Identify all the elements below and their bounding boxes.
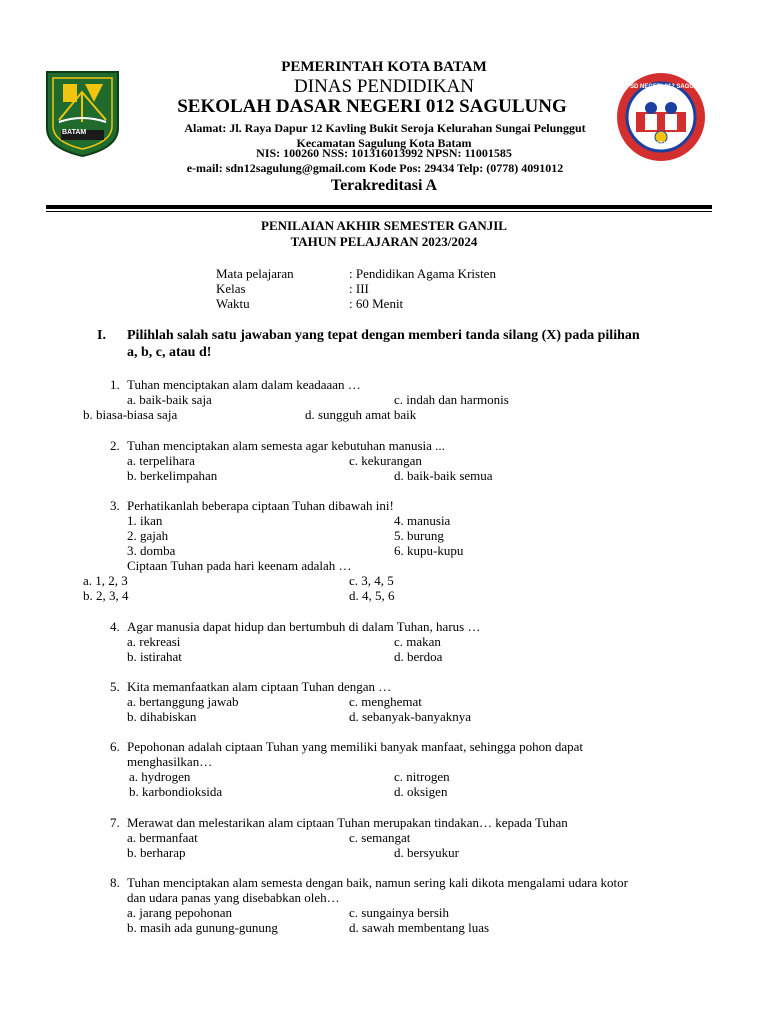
school-contact: e-mail: sdn12sagulung@gmail.com Kode Pos: 29434 Telp: (0778) 4091012 <box>186 161 564 175</box>
option-c: c. indah dan harmonis <box>394 392 509 407</box>
question-number: 3. <box>110 498 120 513</box>
question-text: Tuhan menciptakan alam dalam keadaaan … <box>127 377 361 392</box>
accreditation: Terakreditasi A <box>330 177 438 194</box>
option-b: b. masih ada gunung-gunung <box>127 920 278 935</box>
option-a: a. 1, 2, 3 <box>83 573 128 588</box>
school-name: SEKOLAH DASAR NEGERI 012 SAGULUNG <box>177 96 567 117</box>
emblem-bottom-text: BATAM <box>651 142 672 148</box>
option-c: c. semangat <box>349 830 411 845</box>
option-c: c. menghemat <box>349 694 422 709</box>
question-number: 5. <box>110 679 120 694</box>
option-a: a. rekreasi <box>127 634 181 649</box>
option-a: a. jarang pepohonan <box>127 905 233 920</box>
question-number: 1. <box>110 377 120 392</box>
question-number: 2. <box>110 438 120 453</box>
emblem-top-text: SD NEGERI 012 SAGULUNG <box>630 84 711 90</box>
info-value-time: : 60 Menit <box>349 296 404 311</box>
option-d: d. sawah membentang luas <box>349 920 490 935</box>
info-value-class: : III <box>349 281 369 296</box>
list-item: 1. ikan <box>127 513 163 528</box>
question-number: 8. <box>110 875 120 890</box>
option-a: a. baik-baik saja <box>127 392 212 407</box>
school-ids: NIS: 100260 NSS: 101316013992 NPSN: 11001585 <box>256 146 512 160</box>
option-c: c. makan <box>394 634 441 649</box>
question-text: Agar manusia dapat hidup dan bertumbuh di dalam Tuhan, harus … <box>127 619 481 634</box>
option-a: a. bertanggung jawab <box>127 694 239 709</box>
option-c: c. sungainya bersih <box>349 905 450 920</box>
list-item: 6. kupu-kupu <box>394 543 464 558</box>
section-number: I. <box>97 328 106 343</box>
question-number: 6. <box>110 739 120 754</box>
question-text: Merawat dan melestarikan alam ciptaan Tuhan merupakan tindakan… kepada Tuhan <box>127 815 568 830</box>
list-item: 3. domba <box>127 543 176 558</box>
question-number: 7. <box>110 815 120 830</box>
list-item: 4. manusia <box>394 513 451 528</box>
option-b: b. berkelimpahan <box>127 468 218 483</box>
question-text: Tuhan menciptakan alam semesta agar kebutuhan manusia ... <box>127 438 445 453</box>
section-instruction: Pilihlah salah satu jawaban yang tepat dengan memberi tanda silang (X) pada pilihan <box>127 328 640 343</box>
question-text: Kita memanfaatkan alam ciptaan Tuhan dengan … <box>127 679 392 694</box>
option-d: d. oksigen <box>394 784 448 799</box>
option-b: b. karbondioksida <box>129 784 223 799</box>
option-d: d. sungguh amat baik <box>305 407 417 422</box>
option-d: d. berdoa <box>394 649 443 664</box>
question-text-cont: menghasilkan… <box>127 754 213 769</box>
question-text: Perhatikanlah beberapa ciptaan Tuhan dibawah ini! <box>127 498 394 513</box>
exam-year: TAHUN PELAJARAN 2023/2024 <box>290 234 478 249</box>
option-b: b. istirahat <box>127 649 182 664</box>
header-divider <box>46 205 712 209</box>
option-a: a. hydrogen <box>129 769 191 784</box>
option-b: b. biasa-biasa saja <box>83 407 178 422</box>
option-a: a. bermanfaat <box>127 830 198 845</box>
option-d: d. sebanyak-banyaknya <box>349 709 472 724</box>
list-item: 5. burung <box>394 528 444 543</box>
info-label-class: Kelas <box>216 281 246 296</box>
info-label-subject: Mata pelajaran <box>216 266 294 281</box>
question-text: Tuhan menciptakan alam semesta dengan baik, namun sering kali dikota mengalami udara kotor <box>127 875 628 890</box>
option-d: d. baik-baik semua <box>394 468 493 483</box>
info-label-time: Waktu <box>216 296 250 311</box>
school-address: Alamat: Jl. Raya Dapur 12 Kavling Bukit Seroja Kelurahan Sungai Pelunggut <box>184 121 586 135</box>
option-b: b. 2, 3, 4 <box>83 588 129 603</box>
crest-label: BATAM <box>62 129 87 136</box>
question-prompt: Ciptaan Tuhan pada hari keenam adalah … <box>127 558 352 573</box>
option-d: d. bersyukur <box>394 845 459 860</box>
option-c: c. nitrogen <box>394 769 450 784</box>
info-value-subject: : Pendidikan Agama Kristen <box>349 266 496 281</box>
option-c: c. 3, 4, 5 <box>349 573 394 588</box>
question-text: Pepohonan adalah ciptaan Tuhan yang memiliki banyak manfaat, sehingga pohon dapat <box>127 739 583 754</box>
school-district: Kecamatan Sagulung Kota Batam <box>296 136 472 150</box>
exam-title: PENILAIAN AKHIR SEMESTER GANJIL <box>261 218 507 233</box>
header-divider-thin <box>46 211 712 212</box>
option-d: d. 4, 5, 6 <box>349 588 395 603</box>
option-c: c. kekurangan <box>349 453 422 468</box>
option-b: b. dihabiskan <box>127 709 197 724</box>
government-name: PEMERINTAH KOTA BATAM <box>281 59 487 75</box>
option-a: a. terpelihara <box>127 453 195 468</box>
list-item: 2. gajah <box>127 528 169 543</box>
option-b: b. berharap <box>127 845 186 860</box>
section-instruction-cont: a, b, c, atau d! <box>127 345 212 360</box>
question-number: 4. <box>110 619 120 634</box>
question-text-cont: dan udara panas yang disebabkan oleh… <box>127 890 340 905</box>
department-name: DINAS PENDIDIKAN <box>294 76 474 97</box>
